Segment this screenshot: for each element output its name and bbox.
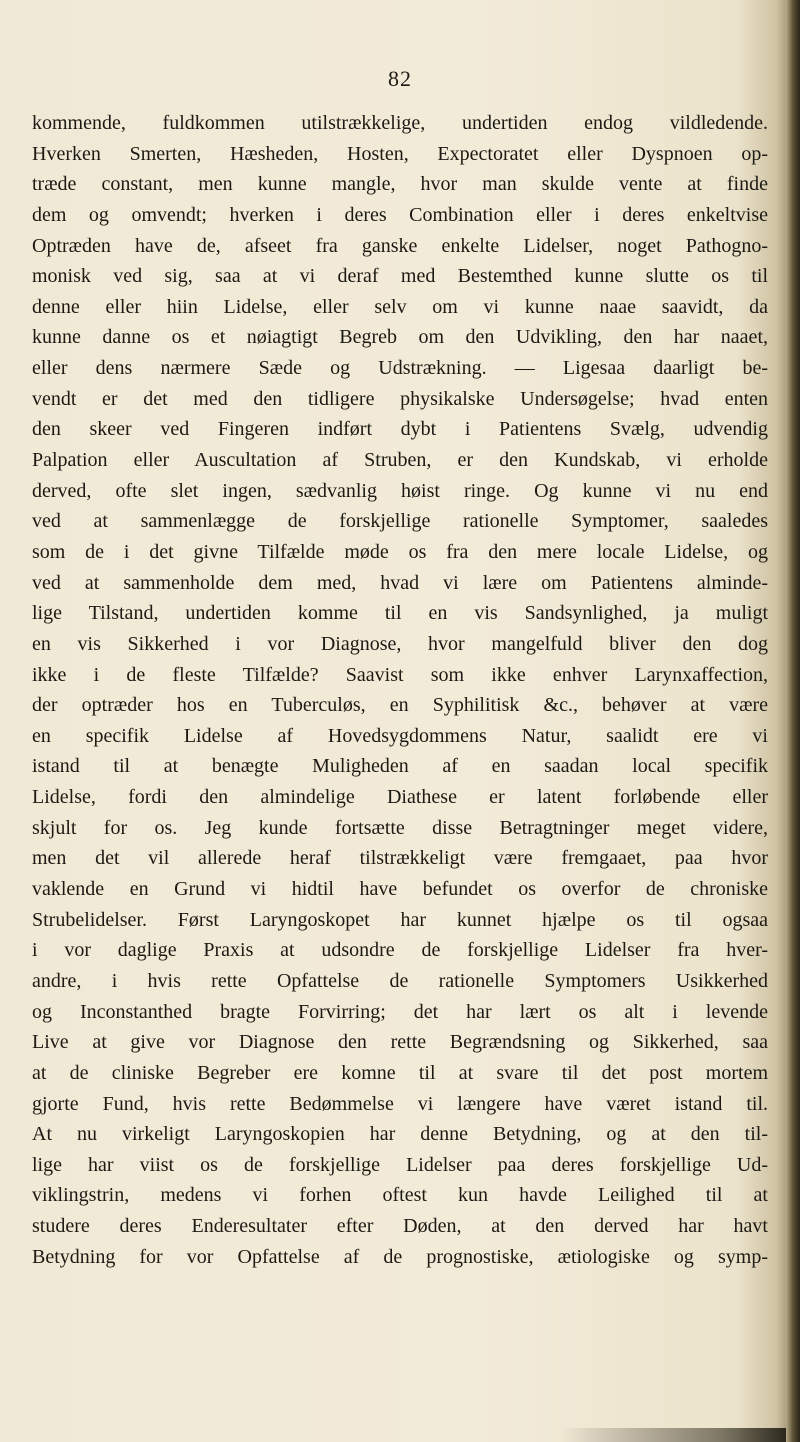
text-line: Live at give vor Diagnose den rette Begrændsning og Sikkerhed, saa [32, 1031, 768, 1054]
text-line: derved, ofte slet ingen, sædvanlig høist ringe. Og kunne vi nu end [32, 479, 768, 502]
text-line: istand til at benægte Muligheden af en saadan local specifik [32, 755, 768, 778]
text-line: Optræden have de, afseet fra ganske enkelte Lidelser, noget Pathogno- [32, 234, 768, 257]
text-line: vendt er det med den tidligere physikalske Undersøgelse; hvad enten [32, 387, 768, 410]
text-line: og Inconstanthed bragte Forvirring; det har lært os alt i levende [32, 1000, 768, 1023]
text-line: ved at sammenlægge de forskjellige rationelle Symptomer, saaledes [32, 510, 768, 533]
text-line: at de cliniske Begreber ere komne til at svare til det post mortem [32, 1061, 768, 1084]
page-edge-shadow [786, 0, 800, 1442]
text-line: Palpation eller Auscultation af Struben, er den Kundskab, vi erholde [32, 449, 768, 472]
text-line: denne eller hiin Lidelse, eller selv om vi kunne naae saavidt, da [32, 295, 768, 318]
text-line: den skeer ved Fingeren indført dybt i Patientens Svælg, udvendig [32, 418, 768, 441]
text-line: lige Tilstand, undertiden komme til en vis Sandsynlighed, ja muligt [32, 602, 768, 625]
text-line: kommende, fuldkommen utilstrækkelige, undertiden endog vildledende. [32, 112, 768, 134]
text-line: viklingstrin, medens vi forhen oftest kun havde Leilighed til at [32, 1184, 768, 1207]
page-number: 82 [388, 66, 412, 91]
text-line: ved at sammenholde dem med, hvad vi lære om Patientens alminde- [32, 571, 768, 594]
text-line: kunne danne os et nøiagtigt Begreb om den Udvikling, den har naaet, [32, 326, 768, 349]
page-bottom-shadow [560, 1428, 786, 1442]
text-line: skjult for os. Jeg kunde fortsætte disse Betragtninger meget videre, [32, 816, 768, 839]
text-line: gjorte Fund, hvis rette Bedømmelse vi længere have været istand til. [32, 1092, 768, 1115]
text-line: dem og omvendt; hverken i deres Combination eller i deres enkeltvise [32, 203, 768, 226]
text-line: ikke i de fleste Tilfælde? Saavist som ikke enhver Larynxaffection, [32, 663, 768, 686]
text-line: der optræder hos en Tuberculøs, en Syphilitisk &c., behøver at være [32, 694, 768, 717]
text-line: men det vil allerede heraf tilstrækkeligt være fremgaaet, paa hvor [32, 847, 768, 870]
text-line: Hverken Smerten, Hæsheden, Hosten, Expectoratet eller Dyspnoen op- [32, 142, 768, 165]
text-line: i vor daglige Praxis at udsondre de forskjellige Lidelser fra hver- [32, 939, 768, 962]
text-line: Strubelidelser. Først Laryngoskopet har kunnet hjælpe os til ogsaa [32, 908, 768, 931]
text-line: vaklende en Grund vi hidtil have befundet os overfor de chroniske [32, 878, 768, 901]
text-line: Lidelse, fordi den almindelige Diathese er latent forløbende eller [32, 786, 768, 809]
text-line: lige har viist os de forskjellige Lidelser paa deres forskjellige Ud- [32, 1153, 768, 1176]
text-line: en specifik Lidelse af Hovedsygdommens Natur, saalidt ere vi [32, 724, 768, 747]
text-line: studere deres Enderesultater efter Døden, at den derved har havt [32, 1215, 768, 1238]
body-text [32, 108, 768, 1272]
text-line: monisk ved sig, saa at vi deraf med Bestemthed kunne slutte os til [32, 265, 768, 288]
text-line: Betydning for vor Opfattelse af de prognostiske, ætiologiske og symp- [32, 1245, 768, 1268]
text-line: eller dens nærmere Sæde og Udstrækning. — Ligesaa daarligt be- [32, 357, 768, 380]
text-line: andre, i hvis rette Opfattelse de rationelle Symptomers Usikkerhed [32, 969, 768, 992]
text-line: træde constant, men kunne mangle, hvor man skulde vente at finde [32, 173, 768, 196]
text-line: en vis Sikkerhed i vor Diagnose, hvor mangelfuld bliver den dog [32, 632, 768, 655]
text-line: At nu virkeligt Laryngoskopien har denne Betydning, og at den til- [32, 1123, 768, 1146]
text-line: som de i det givne Tilfælde møde os fra den mere locale Lidelse, og [32, 540, 768, 563]
